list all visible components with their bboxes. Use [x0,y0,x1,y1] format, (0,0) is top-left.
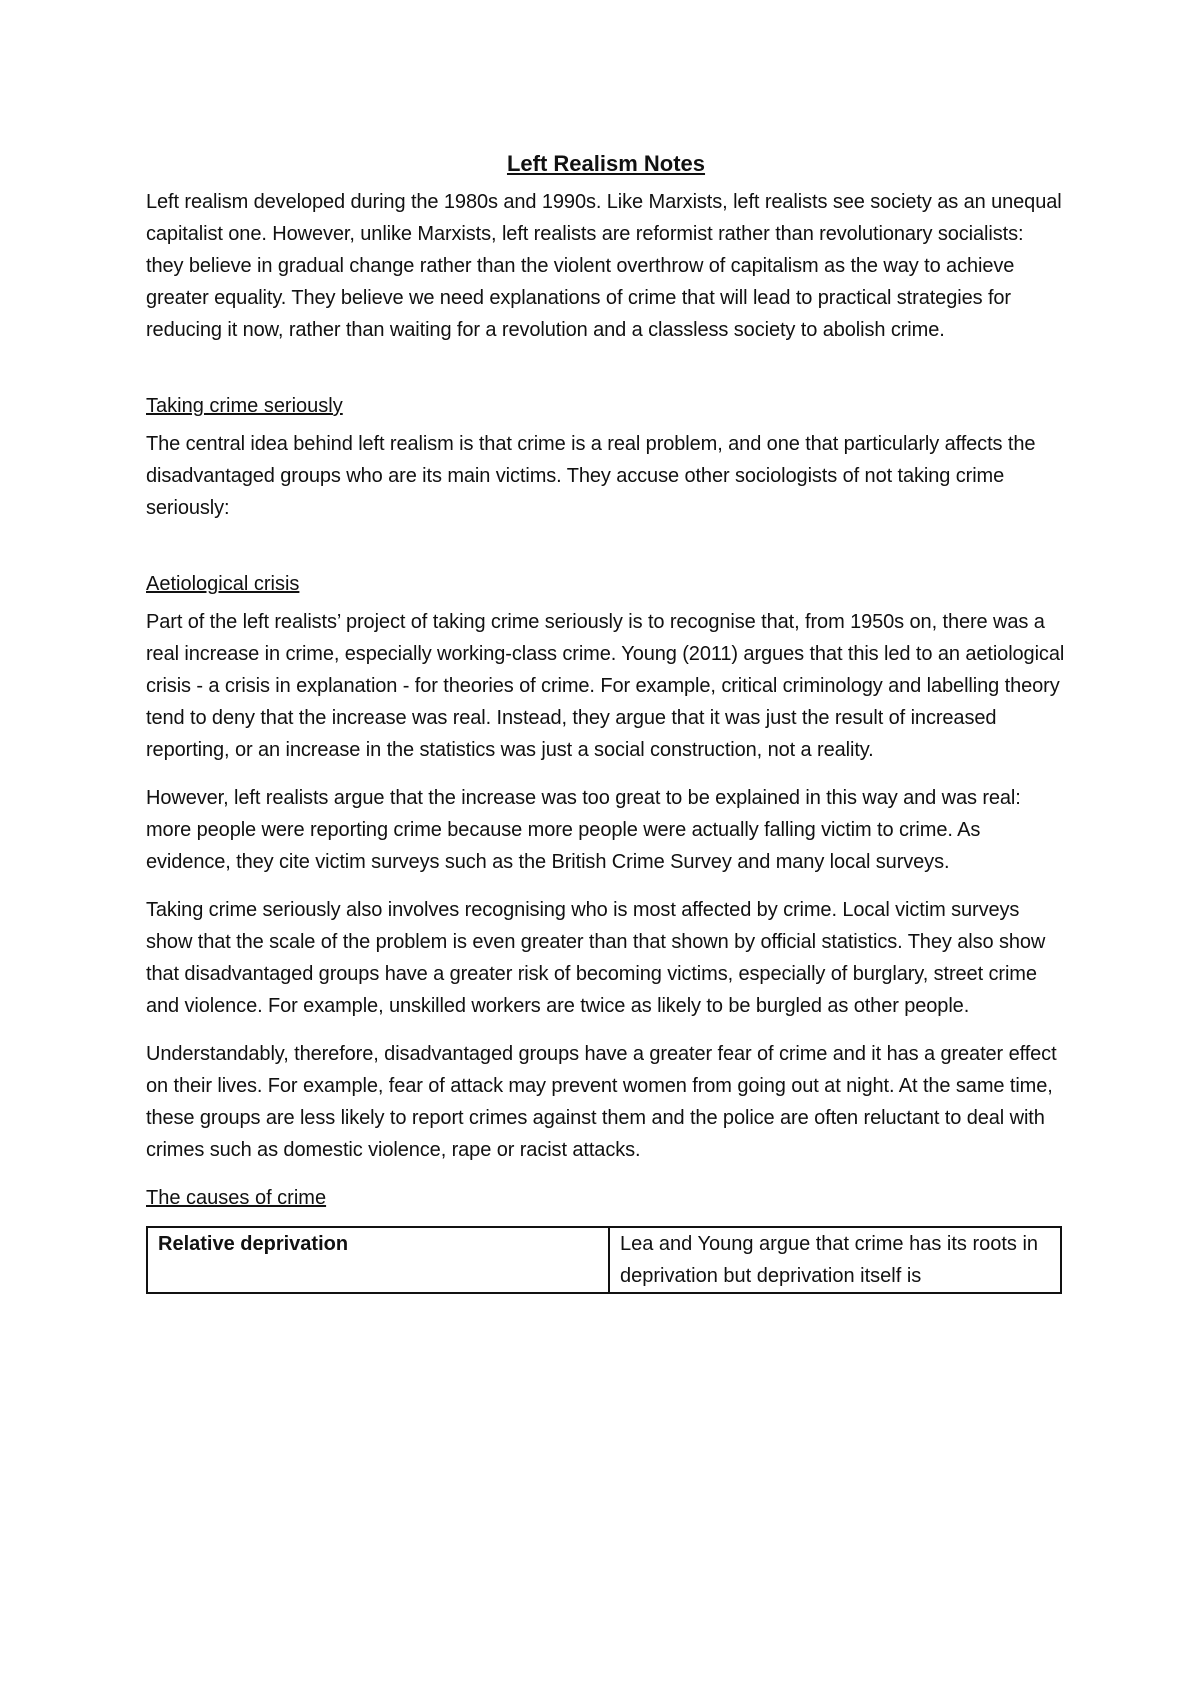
section-paragraph: However, left realists argue that the increase was too great to be explained in this way and was real: more people were reporting crime because more people were actually falling victim to crime. As evidence, they cite victim surveys such as the British Crime Survey and many local surveys. [146,787,1021,873]
section-paragraph: The central idea behind left realism is that crime is a real problem, and one that particularly affects the disadvantaged groups who are its main victims. They accuse other sociologists of not taking crime seriously: [146,433,1036,519]
section-heading-causes-of-crime: The causes of crime [146,1187,327,1209]
table-cell-label: Relative deprivation [147,1227,609,1293]
document-title: Left Realism Notes [506,151,706,176]
section-heading-aetiological-crisis: Aetiological crisis [146,573,300,595]
document-page [146,148,1066,1294]
section-paragraph: Part of the left realists’ project of taking crime seriously is to recognise that, from 1950s on, there was a real increase in crime, especially working-class crime. Young (2011) argues that this led to an aetiological crisis - a crisis in explanation - for theories of crime. For example, critical criminology and labelling theory tend to deny that the increase was real. Instead, they argue that it was just the result of increased reporting, or an increase in the statistics was just a social construction, not a reality. [146,611,1065,761]
section-paragraph: Taking crime seriously also involves recognising who is most affected by crime. Local victim surveys show that the scale of the problem is even greater than that shown by official statistics. They also show that disadvantaged groups have a greater risk of becoming victims, especially of burglary, street crime and violence. For example, unskilled workers are twice as likely to be burgled as other people. [146,899,1046,1017]
section-paragraph: Understandably, therefore, disadvantaged groups have a greater fear of crime and it has a greater effect on their lives. For example, fear of attack may prevent women from going out at night. At the same time, these groups are less likely to report crimes against them and the police are often reluctant to deal with crimes such as domestic violence, rape or racist attacks. [146,1043,1057,1161]
section-heading-taking-crime-seriously: Taking crime seriously [146,395,343,417]
table-row [147,1227,1061,1293]
intro-paragraph: Left realism developed during the 1980s and 1990s. Like Marxists, left realists see society as an unequal capitalist one. However, unlike Marxists, left realists are reformist rather than revolutionary socialists: they believe in gradual change rather than the violent overthrow of capitalism as the way to achieve greater equality. They believe we need explanations of crime that will lead to practical strategies for reducing it now, rather than waiting for a revolution and a classless society to abolish crime. [146,191,1062,341]
causes-table [146,1226,1062,1294]
table-cell-text: Lea and Young argue that crime has its roots in deprivation but deprivation itself is [609,1227,1061,1293]
